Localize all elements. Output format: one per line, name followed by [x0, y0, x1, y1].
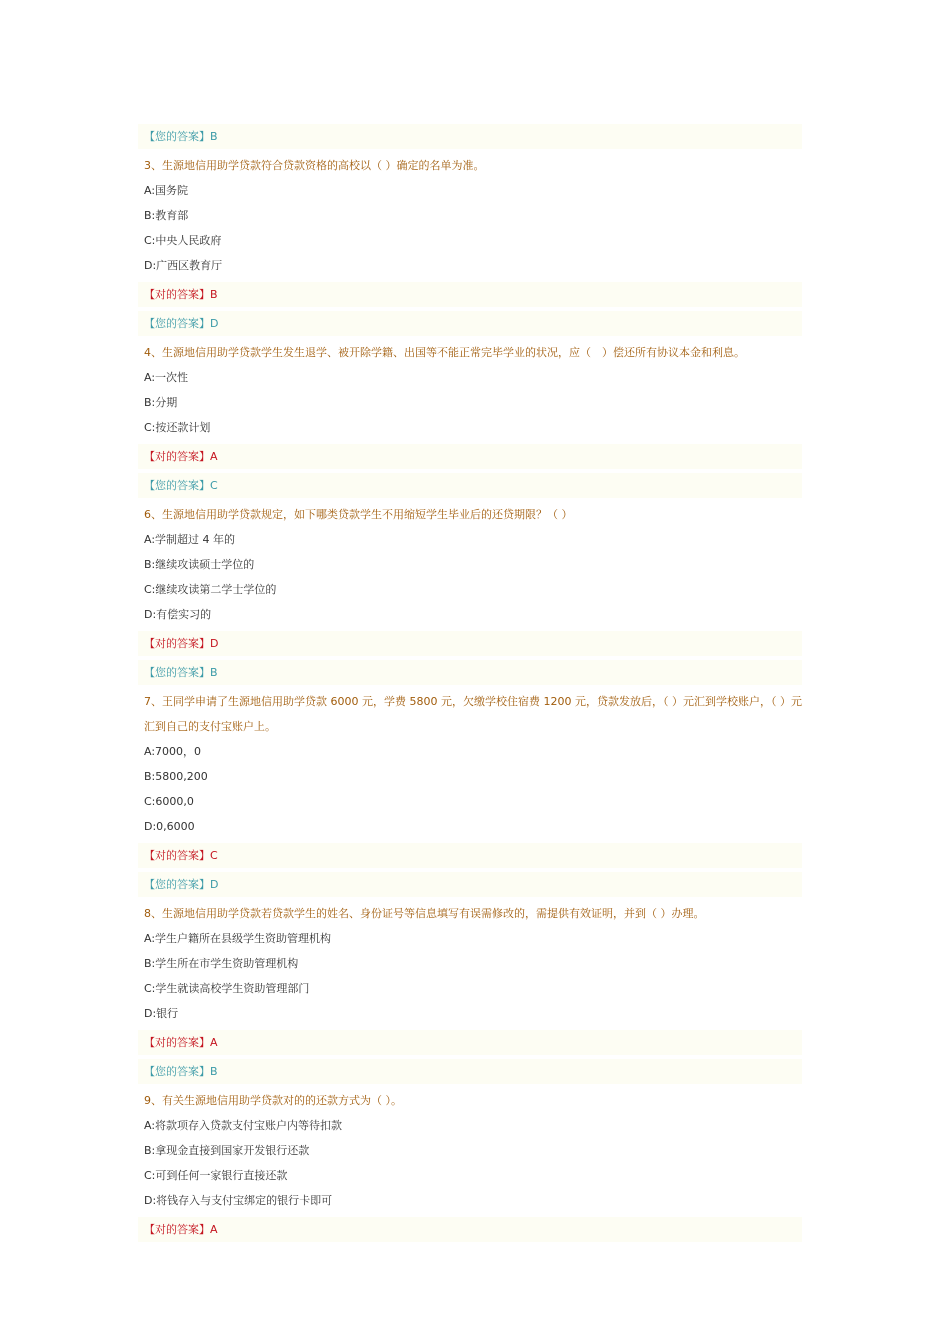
answer-option: A:将款项存入贷款支付宝账户内等待扣款	[144, 1119, 343, 1132]
correct-answer: 【对的答案】A	[138, 1030, 802, 1055]
answer-option: B:5800,200	[144, 770, 208, 783]
question-text: 8、生源地信用助学贷款若贷款学生的姓名、身份证号等信息填写有误需修改的，需提供有效证明，并到（ ）办理。	[144, 907, 705, 920]
question-list	[138, 153, 802, 1242]
your-answer: 【您的答案】D	[138, 311, 802, 336]
your-answer: 【您的答案】D	[138, 872, 802, 897]
question-text: 7、王同学申请了生源地信用助学贷款 6000 元，学费 5800 元，欠缴学校住宿费 1200 元，贷款发放后，（ ）元汇到学校账户，（ ）元汇到自己的支付宝账户上。	[144, 695, 802, 733]
answer-option: A:国务院	[144, 184, 189, 197]
question-block	[138, 340, 802, 498]
answer-option: C:学生就读高校学生资助管理部门	[144, 982, 310, 995]
question-block	[138, 1088, 802, 1242]
question-text: 9、有关生源地信用助学贷款对的的还款方式为（ ）。	[144, 1094, 402, 1107]
correct-answer: 【对的答案】C	[138, 843, 802, 868]
answer-option: B:拿现金直接到国家开发银行还款	[144, 1144, 310, 1157]
question-block	[138, 689, 802, 897]
correct-answer: 【对的答案】D	[138, 631, 802, 656]
answer-option: A:一次性	[144, 371, 189, 384]
answer-option: C:6000,0	[144, 795, 194, 808]
answer-option: C:继续攻读第二学士学位的	[144, 583, 277, 596]
question-text: 3、生源地信用助学贷款符合贷款资格的高校以（ ）确定的名单为准。	[144, 159, 485, 172]
your-answer: 【您的答案】C	[138, 473, 802, 498]
question-block	[138, 502, 802, 685]
correct-answer: 【对的答案】A	[138, 444, 802, 469]
answer-option: D:银行	[144, 1007, 179, 1020]
question-block	[138, 153, 802, 336]
answer-option: C:按还款计划	[144, 421, 211, 434]
answer-option: D:将钱存入与支付宝绑定的银行卡即可	[144, 1194, 333, 1207]
document	[138, 124, 802, 1242]
answer-option: D:广西区教育厅	[144, 259, 223, 272]
answer-option: B:继续攻读硕士学位的	[144, 558, 255, 571]
answer-option: B:分期	[144, 396, 178, 409]
answer-option: B:学生所在市学生资助管理机构	[144, 957, 299, 970]
correct-answer: 【对的答案】B	[138, 282, 802, 307]
your-answer: 【您的答案】B	[138, 660, 802, 685]
question-text: 6、生源地信用助学贷款规定，如下哪类贷款学生不用缩短学生毕业后的还贷期限？（ ）	[144, 508, 573, 521]
answer-option: B:教育部	[144, 209, 189, 222]
question-block	[138, 901, 802, 1084]
your-answer: 【您的答案】B	[138, 1059, 802, 1084]
answer-option: D:0,6000	[144, 820, 195, 833]
correct-answer: 【对的答案】A	[138, 1217, 802, 1242]
answer-option: A:7000，0	[144, 745, 202, 758]
answer-option: C:可到任何一家银行直接还款	[144, 1169, 288, 1182]
answer-option: A:学生户籍所在县级学生资助管理机构	[144, 932, 332, 945]
answer-option: A:学制超过 4 年的	[144, 533, 236, 546]
question-text: 4、生源地信用助学贷款学生发生退学、被开除学籍、出国等不能正常完毕学业的状况，应（ ）偿还所有协议本金和利息。	[144, 346, 745, 359]
answer-option: D:有偿实习的	[144, 608, 212, 621]
answer-option: C:中央人民政府	[144, 234, 222, 247]
your-answer-prev: 【您的答案】B	[138, 124, 802, 149]
